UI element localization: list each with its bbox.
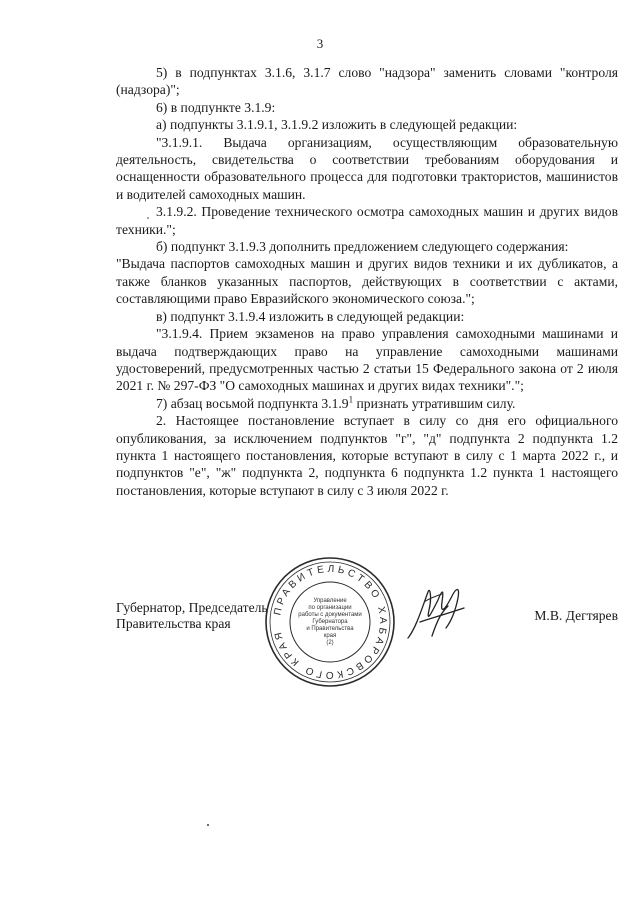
seal-center-line: (2) <box>326 639 334 646</box>
seal-center-line: и Правительства <box>306 625 354 632</box>
paragraph-3-1-9-4: "3.1.9.4. Прием экзаменов на право управления самоходными машинами и выдача подтверждающих право на управление самоходными машинами удостоверений, предусмотренных частью 2 статьи 15 Федерального закона от 2 июля 2021 г. № 297-ФЗ "О самоходных машинах и других видах техники"."; <box>116 326 618 394</box>
signer-title <box>116 600 268 632</box>
paragraph-item-5: 5) в подпунктах 3.1.6, 3.1.7 слово "надзора" заменить словами "контроля (надзора)"; <box>116 65 618 98</box>
seal-center-line: края <box>323 632 337 639</box>
scan-speck <box>207 824 209 826</box>
seal-center-line: Управление <box>313 597 347 604</box>
paragraph-item-6: 6) в подпункте 3.1.9: <box>156 99 276 115</box>
signature-block <box>116 563 618 740</box>
handwritten-signature-icon <box>402 578 472 648</box>
paragraph-item-7 <box>116 395 618 412</box>
paragraph-subitem-b: б) подпункт 3.1.9.3 дополнить предложением следующего содержания: <box>156 239 569 255</box>
item-7-text-start: 7) абзац восьмой подпункта 3.1.9 <box>156 395 349 411</box>
paragraph-effective-date: 2. Настоящее постановление вступает в силу со дня его официального опубликования, за исключением подпунктов "г", "д" подпункта 2 подпункта 1.2 пункта 1 настоящего постановления, которые вступают в силу с 1 марта 2022 г., и подпунктов "е", "ж" подпункта 2, подпункта 6 подпункта 1.2 пункта 1 настоящего постановления, которые вступают в силу с 3 июля 2022 г. <box>116 413 618 498</box>
seal-center-line: по организации <box>308 604 352 611</box>
seal-center-line: Губернатора <box>312 618 348 625</box>
signer-title-line1: Губернатор, Председатель <box>116 600 268 615</box>
paragraph-3-1-9-2: 3.1.9.2. Проведение технического осмотра самоходных машин и других видов техники."; <box>116 204 618 237</box>
seal-center-line: работы с документами <box>298 611 362 618</box>
item-7-text-end: признать утратившим силу. <box>353 395 516 411</box>
paragraph-3-1-9-1: "3.1.9.1. Выдача организациям, осуществляющим образовательную деятельность, свидетельства о соответствии требованиям оборудования и оснащенности образовательного процесса для подготовки трактористов, машинистов и водителей самоходных машин. <box>116 134 618 202</box>
item-7-superscript: 1 <box>348 394 354 405</box>
scan-speck <box>147 217 149 219</box>
seal-center-text <box>262 554 398 690</box>
signer-name: М.В. Дегтярев <box>534 608 618 623</box>
paragraph-passport-issuance: "Выдача паспортов самоходных машин и других видов техники и их дубликатов, а также бланков указанных паспортов, действующих в соответствии с актами, составляющими право Евразийского экономического союза."; <box>116 256 618 307</box>
page-number: 3 <box>316 36 324 51</box>
signer-title-line2: Правительства края <box>116 616 231 631</box>
official-seal <box>262 554 398 690</box>
seal-ring-text: ПРАВИТЕЛЬСТВО ХАБАРОВСКОГО КРАЯ <box>272 563 389 681</box>
paragraph-subitem-a: а) подпункты 3.1.9.1, 3.1.9.2 изложить в следующей редакции: <box>156 117 518 133</box>
document-body <box>116 64 618 499</box>
paragraph-subitem-v: в) подпункт 3.1.9.4 изложить в следующей редакции: <box>156 308 465 324</box>
